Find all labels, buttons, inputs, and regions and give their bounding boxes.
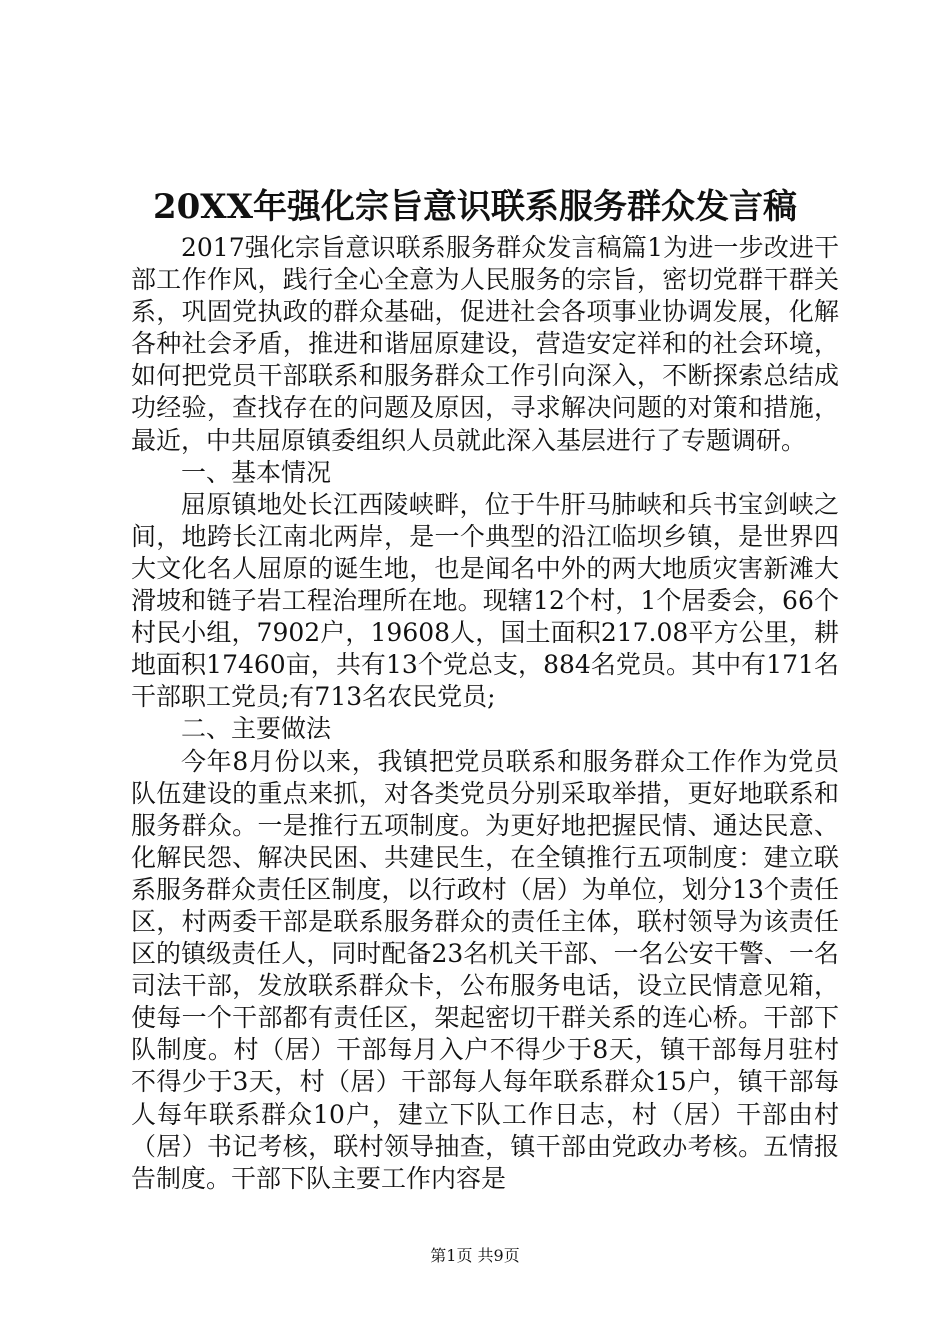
section-heading-basic-situation: 一、基本情况 [181,457,332,487]
document-body [131,232,839,1195]
document-title: 20XX年强化宗旨意识联系服务群众发言稿 [152,187,798,227]
paragraph-main-practices: 今年8月份以来，我镇把党员联系和服务群众工作作为党员队伍建设的重点来抓，对各类党员分别采取举措，更好地联系和服务群众。一是推行五项制度。为更好地把握民情、通达民意、化解民怨、解决民困、共建民生，在全镇推行五项制度：建立联系服务群众责任区制度，以行政村（居）为单位，划分13个责任区，村两委干部是联系服务群众的责任主体，联村领导为该责任区的镇级责任人，同时配备23名机关干部、一名公安干警、一名司法干部，发放联系群众卡，公布服务电话，设立民情意见箱，使每一个干部都有责任区，架起密切干群关系的连心桥。干部下队制度。村（居）干部每月入户不得少于8天，镇干部每月驻村不得少于3天，村（居）干部每人每年联系群众15户，镇干部每人每年联系群众10户，建立下队工作日志，村（居）干部由村（居）书记考核，联村领导抽查，镇干部由党政办考核。五情报告制度。干部下队主要工作内容是 [131,746,839,1193]
paragraph-intro: 2017强化宗旨意识联系服务群众发言稿篇1为进一步改进干部工作作风，践行全心全意为人民服务的宗旨，密切党群干群关系，巩固党执政的群众基础，促进社会各项事业协调发展，化解各种社会矛盾，推进和谐屈原建设，营造安定祥和的社会环境，如何把党员干部联系和服务群众工作引向深入，不断探索总结成功经验，查找存在的问题及原因，寻求解决问题的对策和措施，最近，中共屈原镇委组织人员就此深入基层进行了专题调研。 [131,233,839,455]
paragraph-basic-situation: 屈原镇地处长江西陵峡畔，位于牛肝马肺峡和兵书宝剑峡之间，地跨长江南北两岸，是一个典型的沿江临坝乡镇，是世界四大文化名人屈原的诞生地，也是闻名中外的两大地质灾害新滩大滑坡和链子岩工程治理所在地。现辖12个村，1个居委会，66个村民小组，7902户，19608人，国土面积217.08平方公里，耕地面积17460亩，共有13个党总支，884名党员。其中有171名干部职工党员;有713名农民党员; [131,489,839,712]
page-number-footer: 第1页 共9页 [430,1246,520,1265]
section-heading-main-practices: 二、主要做法 [181,714,332,744]
